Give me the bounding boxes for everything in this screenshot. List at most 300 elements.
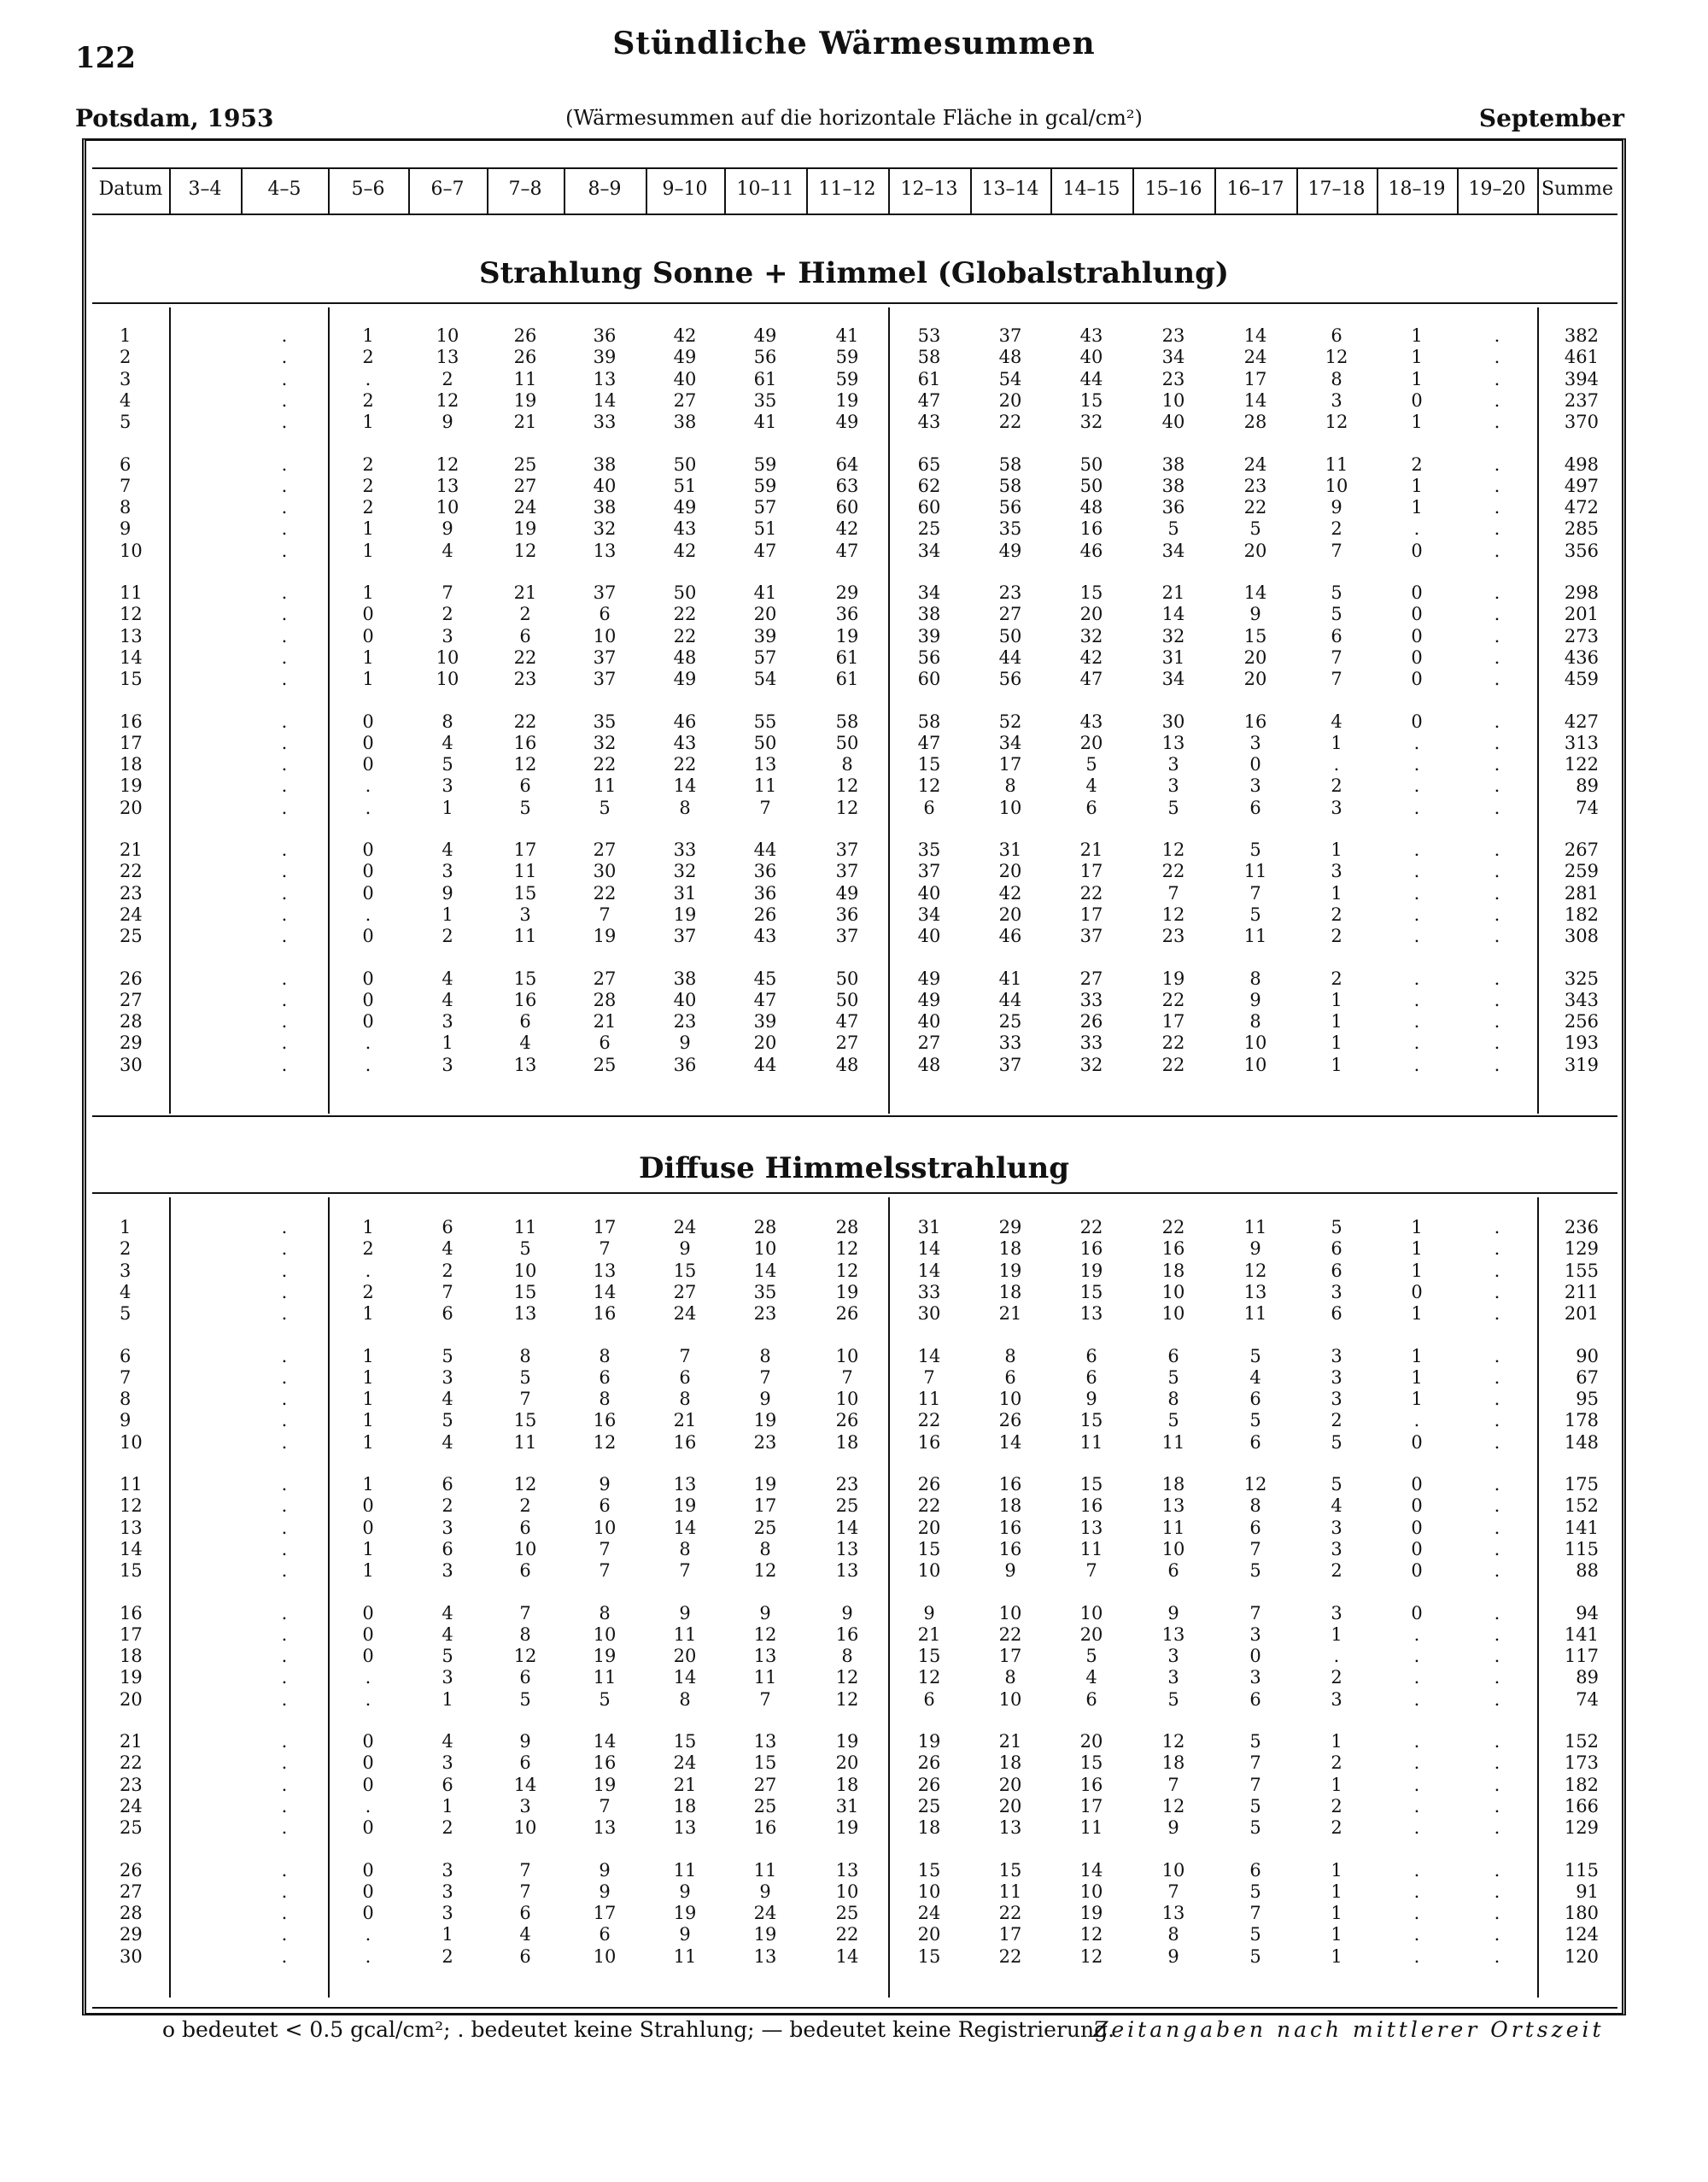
value-cell: 8 (679, 1389, 691, 1410)
value-cell: 28 (1243, 412, 1267, 433)
value-cell: 0 (1411, 540, 1423, 561)
value-cell: 32 (1079, 412, 1103, 433)
value-cell: 17 (593, 1903, 617, 1924)
value-cell: 13 (673, 1817, 697, 1839)
table-row (0, 1816, 1708, 1839)
date-cell: 19 (120, 775, 143, 797)
value-cell: 8 (1249, 1495, 1261, 1517)
value-cell: 47 (835, 1011, 859, 1033)
value-cell: 34 (998, 732, 1022, 753)
date-cell: 21 (120, 1731, 143, 1752)
value-cell: 43 (1079, 711, 1103, 732)
date-cell: 7 (120, 1366, 132, 1388)
column-header: 7–8 (508, 178, 542, 200)
value-cell: 10 (835, 1881, 859, 1902)
value-cell: . (365, 1688, 371, 1710)
value-cell: . (281, 1431, 288, 1453)
value-cell: 1 (362, 412, 374, 433)
value-cell: 9 (442, 412, 453, 433)
table-row (0, 882, 1708, 904)
value-cell: 9 (1167, 1945, 1179, 1967)
date-cell: 20 (120, 1688, 143, 1710)
value-cell: 0 (362, 1011, 374, 1033)
value-cell (169, 325, 241, 347)
value-cell: . (1494, 989, 1500, 1010)
value-cell: 5 (519, 1366, 531, 1388)
value-cell: 1 (1411, 325, 1423, 346)
value-cell: 24 (673, 1303, 697, 1325)
value-cell: 37 (1079, 926, 1103, 947)
value-cell: 27 (593, 839, 617, 860)
value-cell (169, 1645, 241, 1667)
value-cell: 0 (362, 1623, 374, 1645)
value-cell: 14 (593, 1281, 617, 1302)
value-cell (169, 518, 241, 540)
value-cell: 6 (519, 1560, 531, 1582)
date-cell: 13 (120, 625, 143, 646)
table-row (0, 1881, 1708, 1903)
value-cell: 2 (1331, 1410, 1342, 1431)
value-cell (169, 1517, 241, 1539)
value-cell: 5 (1249, 1560, 1261, 1582)
value-cell: 58 (917, 711, 941, 732)
value-cell: . (1494, 1517, 1500, 1538)
value-cell: 28 (593, 989, 617, 1010)
value-cell: 5 (442, 754, 453, 775)
value-cell: 0 (1411, 1474, 1423, 1495)
sum-cell: 89 (1576, 775, 1599, 797)
value-cell: 41 (753, 582, 777, 603)
date-cell: 15 (120, 669, 143, 690)
value-cell: 9 (759, 1602, 771, 1623)
value-cell: 20 (1079, 1623, 1103, 1645)
value-cell: 39 (753, 1011, 777, 1033)
value-cell: 6 (599, 1033, 611, 1054)
date-cell: 9 (120, 1410, 132, 1431)
value-cell: 50 (1079, 475, 1103, 496)
value-cell: 3 (1331, 1281, 1342, 1302)
column-header: 4–5 (267, 178, 301, 200)
value-cell (169, 1666, 241, 1688)
value-cell: 37 (593, 646, 617, 668)
sum-cell: 180 (1564, 1903, 1599, 1924)
value-cell: 1 (1331, 1623, 1342, 1645)
value-cell: . (1413, 926, 1420, 947)
table-row (0, 711, 1708, 733)
value-cell: 8 (519, 1345, 531, 1366)
date-cell: 12 (120, 604, 143, 625)
table-row (0, 797, 1708, 819)
value-cell: 39 (917, 625, 941, 646)
value-cell: . (281, 711, 288, 732)
value-cell: 0 (362, 1602, 374, 1623)
value-cell: 0 (1411, 1495, 1423, 1517)
value-cell: . (365, 1945, 371, 1967)
value-cell: 17 (1079, 861, 1103, 882)
value-cell (169, 1054, 241, 1076)
value-cell (169, 1409, 241, 1431)
value-cell: 51 (673, 475, 697, 496)
value-cell: 3 (1331, 1602, 1342, 1623)
value-cell: 40 (1079, 347, 1103, 368)
value-cell: 7 (759, 797, 771, 818)
value-cell (169, 1388, 241, 1410)
date-cell: 3 (120, 368, 132, 389)
value-cell: 8 (599, 1345, 611, 1366)
value-cell: 15 (1079, 1474, 1103, 1495)
value-cell (169, 925, 241, 947)
value-cell: 6 (1249, 1859, 1261, 1881)
table-row (0, 1559, 1708, 1582)
page-subtitle: (Wärmesummen auf die horizontale Fläche in gcal/cm²) (565, 106, 1143, 130)
value-cell: 40 (673, 989, 697, 1010)
value-cell: 10 (593, 1517, 617, 1538)
table-row (0, 1538, 1708, 1560)
value-cell: 4 (442, 989, 453, 1010)
date-cell: 29 (120, 1033, 143, 1054)
value-cell: 11 (753, 775, 777, 797)
value-cell: . (281, 497, 288, 518)
value-cell: 7 (1249, 882, 1261, 904)
value-cell: 1 (442, 1033, 453, 1054)
value-cell: . (1413, 518, 1420, 540)
date-cell: 24 (120, 904, 143, 925)
table-row (0, 1345, 1708, 1367)
value-cell: 0 (362, 604, 374, 625)
value-cell: 14 (513, 1774, 537, 1795)
value-cell: . (281, 1033, 288, 1054)
value-cell: 19 (917, 1731, 941, 1752)
date-cell: 16 (120, 1602, 143, 1623)
value-cell: 2 (1331, 968, 1342, 989)
value-cell: . (1494, 1345, 1500, 1366)
value-cell: 13 (436, 347, 459, 368)
value-cell: 27 (1079, 968, 1103, 989)
value-cell: 19 (753, 1924, 777, 1945)
value-cell: . (1494, 1217, 1500, 1237)
value-cell: 41 (998, 968, 1022, 989)
value-cell: 19 (835, 625, 859, 646)
value-cell: 13 (513, 1303, 537, 1325)
value-cell: 0 (1411, 1517, 1423, 1538)
value-cell: . (281, 1495, 288, 1517)
value-cell: . (281, 1731, 288, 1752)
value-cell: 0 (362, 861, 374, 882)
value-cell: 6 (442, 1217, 453, 1237)
table-row (0, 603, 1708, 625)
value-cell: 40 (673, 368, 697, 389)
value-cell: 1 (1331, 1054, 1342, 1075)
sum-cell: 308 (1564, 926, 1599, 947)
value-cell: 12 (1161, 904, 1185, 925)
value-cell: 6 (519, 1517, 531, 1538)
value-cell: 1 (1411, 347, 1423, 368)
date-cell: 15 (120, 1560, 143, 1582)
value-cell: . (1494, 1752, 1500, 1774)
value-cell: . (281, 412, 288, 433)
value-cell: 22 (998, 1623, 1022, 1645)
value-cell: . (1494, 325, 1500, 346)
value-cell: 50 (998, 625, 1022, 646)
value-cell: 44 (998, 646, 1022, 668)
value-cell: 13 (513, 1054, 537, 1075)
value-cell: 0 (1249, 1646, 1261, 1667)
value-cell: 22 (917, 1495, 941, 1517)
page-title: Stündliche Wärmesummen (612, 26, 1096, 61)
date-cell: 16 (120, 711, 143, 732)
value-cell: . (281, 775, 288, 797)
table-row (0, 753, 1708, 775)
value-cell: 15 (1079, 1281, 1103, 1302)
page-number: 122 (75, 41, 136, 75)
value-cell: 6 (442, 1303, 453, 1325)
value-cell: 42 (1079, 646, 1103, 668)
value-cell: 7 (1331, 540, 1342, 561)
value-cell: 52 (998, 711, 1022, 732)
value-cell: 39 (753, 625, 777, 646)
value-cell: 22 (1161, 861, 1185, 882)
value-cell: 1 (1411, 1217, 1423, 1237)
sum-cell: 94 (1576, 1602, 1599, 1623)
value-cell (169, 1473, 241, 1495)
value-cell: 61 (753, 368, 777, 389)
value-cell: 15 (1079, 389, 1103, 411)
value-cell: 10 (998, 797, 1022, 818)
value-cell: 5 (1331, 1431, 1342, 1453)
value-cell: 0 (1411, 389, 1423, 411)
value-cell: 2 (519, 604, 531, 625)
value-cell: 1 (362, 1217, 374, 1237)
value-cell: 25 (998, 1011, 1022, 1033)
value-cell: 57 (753, 646, 777, 668)
value-cell: . (1413, 839, 1420, 860)
value-cell: 0 (362, 839, 374, 860)
value-cell: 21 (1161, 582, 1185, 603)
sum-cell: 95 (1576, 1389, 1599, 1410)
value-cell: 3 (442, 1667, 453, 1688)
table-row (0, 968, 1708, 990)
value-cell: 9 (1167, 1817, 1179, 1839)
value-cell: 0 (1411, 711, 1423, 732)
value-cell (169, 882, 241, 904)
value-cell: . (1494, 625, 1500, 646)
date-cell: 29 (120, 1924, 143, 1945)
value-cell: 15 (513, 968, 537, 989)
value-cell: 21 (917, 1623, 941, 1645)
value-cell: 6 (1249, 797, 1261, 818)
value-cell: 1 (1411, 1345, 1423, 1366)
date-cell: 18 (120, 1646, 143, 1667)
value-cell: 10 (513, 1538, 537, 1559)
sum-cell: 237 (1564, 389, 1599, 411)
value-cell: . (281, 540, 288, 561)
value-cell: 5 (1167, 1366, 1179, 1388)
value-cell: 28 (835, 1217, 859, 1237)
value-cell: 12 (835, 1688, 859, 1710)
value-cell (169, 1431, 241, 1454)
value-cell: 0 (362, 1752, 374, 1774)
value-cell: 49 (917, 989, 941, 1010)
sum-cell: 173 (1564, 1752, 1599, 1774)
sum-cell: 313 (1564, 732, 1599, 753)
value-cell: 5 (1249, 904, 1261, 925)
value-cell: . (1494, 1731, 1500, 1752)
value-cell (169, 453, 241, 476)
value-cell: 50 (673, 582, 697, 603)
value-cell: . (281, 646, 288, 668)
table-row (0, 1688, 1708, 1711)
value-cell: 4 (442, 1623, 453, 1645)
value-cell: 2 (362, 1281, 374, 1302)
table-row (0, 496, 1708, 518)
value-cell: 13 (1079, 1303, 1103, 1325)
sum-cell: 166 (1564, 1795, 1599, 1816)
value-cell: . (281, 904, 288, 925)
value-cell: 57 (753, 497, 777, 518)
value-cell: 40 (917, 1011, 941, 1033)
value-cell: 8 (841, 754, 853, 775)
table-row (0, 860, 1708, 882)
value-cell: 4 (1085, 775, 1097, 797)
table-row (0, 475, 1708, 497)
value-cell: 44 (1079, 368, 1103, 389)
value-cell: 35 (753, 389, 777, 411)
value-cell: 6 (1085, 1345, 1097, 1366)
value-cell: . (281, 325, 288, 346)
table-row (0, 1216, 1708, 1238)
table-row (0, 1923, 1708, 1945)
value-cell: 22 (1243, 497, 1267, 518)
value-cell: . (1494, 1238, 1500, 1260)
value-cell: 25 (917, 1795, 941, 1816)
value-cell: 31 (835, 1795, 859, 1816)
value-cell: 4 (442, 1431, 453, 1453)
value-cell: 16 (1079, 1774, 1103, 1795)
value-cell: 21 (593, 1011, 617, 1033)
value-cell: 43 (673, 518, 697, 540)
value-cell: 11 (1079, 1817, 1103, 1839)
value-cell: . (1413, 1646, 1420, 1667)
sum-cell: 273 (1564, 625, 1599, 646)
value-cell: . (365, 1795, 371, 1816)
value-cell: 16 (1243, 711, 1267, 732)
value-cell: 16 (917, 1431, 941, 1453)
value-cell: . (281, 1474, 288, 1495)
value-cell: 3 (1249, 775, 1261, 797)
table-row (0, 1237, 1708, 1260)
value-cell (169, 1559, 241, 1582)
value-cell: 43 (673, 732, 697, 753)
value-cell (169, 1602, 241, 1624)
value-cell: . (1494, 1646, 1500, 1667)
value-cell: 23 (513, 669, 537, 690)
column-header: 11–12 (818, 178, 876, 200)
value-cell: 26 (1079, 1011, 1103, 1033)
value-cell: 23 (673, 1011, 697, 1033)
value-cell: 21 (998, 1303, 1022, 1325)
value-cell: . (281, 1011, 288, 1033)
value-cell: 22 (673, 754, 697, 775)
value-cell: 49 (835, 412, 859, 433)
date-cell: 5 (120, 412, 132, 433)
value-cell: 17 (1079, 1795, 1103, 1816)
value-cell: 4 (1331, 711, 1342, 732)
value-cell: . (1413, 775, 1420, 797)
value-cell: . (365, 797, 371, 818)
value-cell: . (1494, 882, 1500, 904)
value-cell: 4 (519, 1924, 531, 1945)
value-cell: . (281, 518, 288, 540)
value-cell: 18 (835, 1774, 859, 1795)
value-cell: 1 (442, 1688, 453, 1710)
value-cell: 7 (599, 1538, 611, 1559)
value-cell: 1 (362, 646, 374, 668)
table-row (0, 1774, 1708, 1796)
value-cell: . (1494, 582, 1500, 603)
value-cell: . (1494, 1389, 1500, 1410)
value-cell: 1 (362, 1560, 374, 1582)
sum-cell: 259 (1564, 861, 1599, 882)
value-cell: 12 (1325, 412, 1348, 433)
sum-cell: 74 (1576, 1688, 1599, 1710)
value-cell: 2 (442, 1817, 453, 1839)
value-cell: 37 (835, 839, 859, 860)
date-cell: 2 (120, 1238, 132, 1260)
value-cell (169, 797, 241, 819)
value-cell: 5 (1249, 1945, 1261, 1967)
value-cell: 20 (1079, 732, 1103, 753)
value-cell: 51 (753, 518, 777, 540)
value-cell: . (281, 1281, 288, 1302)
value-cell: 9 (599, 1859, 611, 1881)
value-cell: 40 (917, 882, 941, 904)
value-cell: 13 (1079, 1517, 1103, 1538)
value-cell: 0 (1411, 625, 1423, 646)
value-cell: 8 (679, 797, 691, 818)
value-cell: 48 (998, 347, 1022, 368)
value-cell: 13 (436, 475, 459, 496)
value-cell: 61 (835, 669, 859, 690)
value-cell: 12 (1079, 1924, 1103, 1945)
value-cell: 9 (1004, 1560, 1016, 1582)
table-row (0, 1302, 1708, 1325)
sum-cell: 124 (1564, 1924, 1599, 1945)
value-cell: 20 (1079, 1731, 1103, 1752)
value-cell: . (281, 1303, 288, 1325)
table-row (0, 1495, 1708, 1517)
value-cell: 49 (753, 325, 777, 346)
sum-cell: 152 (1564, 1495, 1599, 1517)
value-cell: 37 (998, 325, 1022, 346)
value-cell: 9 (679, 1924, 691, 1945)
value-cell: 5 (599, 797, 611, 818)
value-cell: 37 (835, 861, 859, 882)
value-cell: 11 (513, 861, 537, 882)
date-cell: 5 (120, 1303, 132, 1325)
value-cell: 3 (1331, 1389, 1342, 1410)
value-cell: 11 (513, 1217, 537, 1237)
value-cell: 16 (593, 1303, 617, 1325)
value-cell: 2 (1331, 904, 1342, 925)
value-cell: 0 (362, 1495, 374, 1517)
value-cell: . (365, 904, 371, 925)
table-row (0, 411, 1708, 433)
value-cell: 9 (442, 882, 453, 904)
value-cell: 10 (917, 1560, 941, 1582)
value-cell: 61 (917, 368, 941, 389)
value-cell: . (1413, 1774, 1420, 1795)
value-cell: . (1494, 732, 1500, 753)
